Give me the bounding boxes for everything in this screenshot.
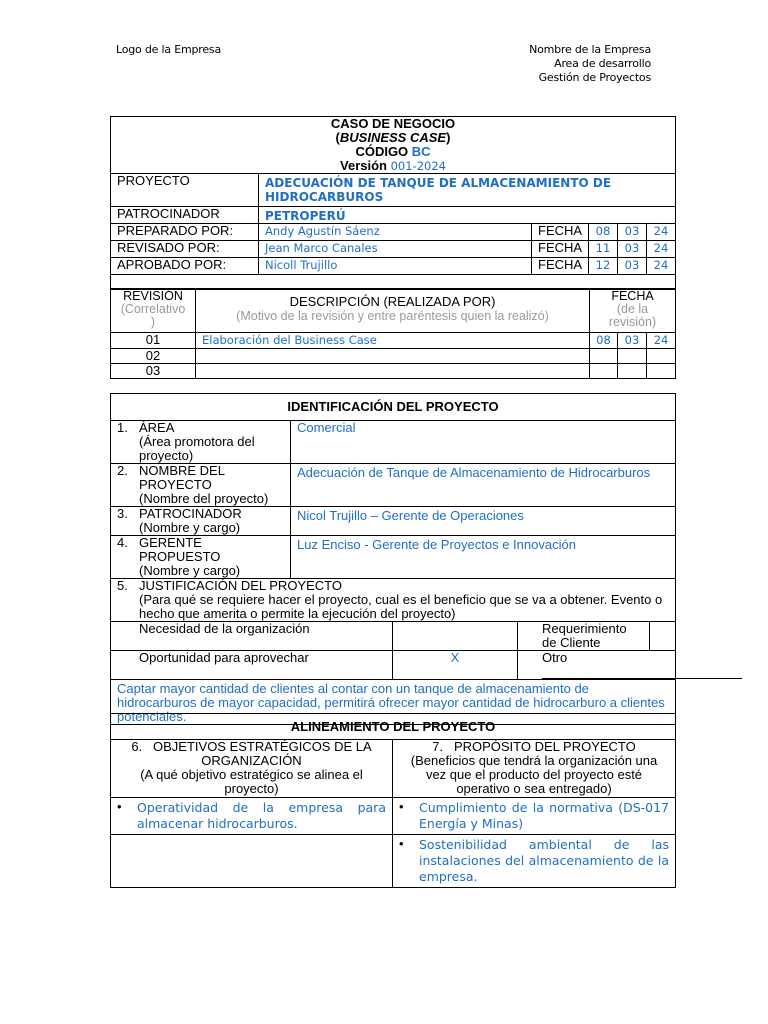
approved-month: 03 <box>618 258 647 275</box>
gerente-label-cell <box>111 536 291 579</box>
revision-col-sub: (Correlativo ) <box>120 302 186 329</box>
objective-empty-cell <box>111 835 393 888</box>
revision-description: Elaboración del Business Case <box>196 333 590 349</box>
document-version: Versión 001-2024 <box>340 158 446 173</box>
item-label: PATROCINADOR <box>139 506 242 521</box>
proyecto-label: PROYECTO <box>111 174 259 207</box>
revisions-table <box>110 289 676 379</box>
revision-day: 08 <box>590 333 618 349</box>
business-case-header-table <box>110 116 676 289</box>
prepared-label: PREPARADO POR: <box>111 224 259 241</box>
description-col-header <box>196 290 590 333</box>
document-title: CASO DE NEGOCIO <box>330 116 456 131</box>
revision-year: 24 <box>647 333 676 349</box>
patrocinador-person-value: Nicol Trujillo – Gerente de Operaciones <box>291 507 676 536</box>
identification-item <box>111 536 676 579</box>
option-oportunidad-label: Oportunidad para aprovechar <box>111 651 393 680</box>
prepared-name: Andy Agustín Sáenz <box>259 224 532 241</box>
purpose-item <box>393 798 676 835</box>
revision-row <box>111 333 676 349</box>
prepared-day: 08 <box>589 224 618 241</box>
item-sub: (Nombre y cargo) <box>139 563 241 578</box>
item-sub: (Nombre y cargo) <box>139 520 241 535</box>
fecha-col-header <box>590 290 676 333</box>
item-sub: (Área promotora del proyecto) <box>139 434 255 463</box>
identification-title: IDENTIFICACIÓN DEL PROYECTO <box>111 394 676 421</box>
option-oportunidad-checkbox[interactable]: X <box>393 651 518 680</box>
alignment-table <box>110 713 676 888</box>
revision-month <box>618 349 647 364</box>
option-requerimiento-checkbox[interactable] <box>650 622 676 651</box>
item-number: 3. <box>117 506 128 521</box>
reviewed-day: 11 <box>589 241 618 258</box>
logo-placeholder: Logo de la Empresa <box>116 43 221 56</box>
area-value: Comercial <box>291 421 676 464</box>
prepared-year: 24 <box>647 224 676 241</box>
document-subtitle: (BUSINESS CASE) <box>335 130 451 145</box>
option-otro-line[interactable] <box>542 666 742 679</box>
proyecto-value: ADECUACIÓN DE TANQUE DE ALMACENAMIENTO DE HIDROCARBUROS <box>259 174 676 207</box>
identification-item <box>111 507 676 536</box>
approved-fecha-label: FECHA <box>532 258 589 275</box>
objectives-label: OBJETIVOS ESTRATÉGICOS DE LA ORGANIZACIÓN <box>153 739 372 768</box>
item-number: 2. <box>117 463 128 478</box>
patrocinador-value: PETROPERÚ <box>259 207 676 224</box>
option-otro-cell <box>518 651 676 680</box>
approved-year: 24 <box>647 258 676 275</box>
revision-month: 03 <box>618 333 647 349</box>
item-number: 6. <box>131 739 143 754</box>
patrocinador-label: PATROCINADOR <box>111 207 259 224</box>
revision-row <box>111 349 676 364</box>
gerente-value: Luz Enciso - Gerente de Proyectos e Innovación <box>291 536 676 579</box>
signoff-row-approved <box>111 258 676 275</box>
item-label: ÁREA <box>139 420 175 435</box>
revision-year <box>647 364 676 379</box>
reviewed-year: 24 <box>647 241 676 258</box>
revision-col-header <box>111 290 196 333</box>
reviewed-month: 03 <box>618 241 647 258</box>
reviewed-fecha-label: FECHA <box>532 241 589 258</box>
item-sub: (Nombre del proyecto) <box>139 491 269 506</box>
revision-month <box>618 364 647 379</box>
spacer-row <box>111 275 676 289</box>
approved-day: 12 <box>589 258 618 275</box>
item-number: 4. <box>117 535 128 550</box>
purpose-header <box>393 740 676 798</box>
fecha-col-sub: (de la revisión) <box>608 302 657 329</box>
objective-text: Operatividad de la empresa para almacenar hidrocarburos. <box>137 800 386 831</box>
identification-item <box>111 421 676 464</box>
nombre-value: Adecuación de Tanque de Almacenamiento de Hidrocarburos <box>291 464 676 507</box>
justification-text: Captar mayor cantidad de clientes al contar con un tanque de almacenamiento de hidrocarburos de mayor capacidad, permitirá ofrecer mayor cantidad de hidrocarburo a clientes potenciales. <box>111 680 676 725</box>
purpose-text: Sostenibilidad ambiental de las instalaciones del almacenamiento de la empresa. <box>419 837 670 884</box>
item-label: GERENTE PROPUESTO <box>139 535 221 564</box>
document-title-block <box>111 117 676 174</box>
prepared-fecha-label: FECHA <box>532 224 589 241</box>
reviewed-name: Jean Marco Canales <box>259 241 532 258</box>
bullet: • <box>117 799 122 814</box>
option-necesidad-checkbox[interactable] <box>393 622 518 651</box>
description-col-sub: (Motivo de la revisión y entre paréntesis quien la realizó) <box>236 309 549 323</box>
identification-item <box>111 464 676 507</box>
bullet: • <box>399 799 404 814</box>
purpose-item <box>393 835 676 888</box>
revision-number: 02 <box>111 349 196 364</box>
purpose-text: Cumplimiento de la normativa (DS-017 Energía y Minas) <box>419 800 670 831</box>
revision-col-title: REVISIÓN <box>123 289 183 303</box>
revision-year <box>647 349 676 364</box>
revision-day <box>590 349 618 364</box>
revision-description <box>196 349 590 364</box>
prepared-month: 03 <box>618 224 647 241</box>
item-label: NOMBRE DEL PROYECTO <box>139 463 225 492</box>
justification-label: JUSTIFICACIÓN DEL PROYECTO <box>139 578 342 593</box>
company-area: Area de desarrollo <box>554 57 651 70</box>
nombre-label-cell <box>111 464 291 507</box>
objective-item <box>111 798 393 835</box>
revision-number: 03 <box>111 364 196 379</box>
fecha-col-title: FECHA <box>611 289 654 303</box>
document-code: CÓDIGO BC <box>355 144 431 159</box>
company-department: Gestión de Proyectos <box>538 71 651 84</box>
justification-options-row <box>111 622 676 651</box>
approved-name: Nicoll Trujillo <box>259 258 532 275</box>
revision-row <box>111 364 676 379</box>
option-requerimiento-label: Requerimiento de Cliente <box>518 622 650 651</box>
company-header <box>529 43 651 85</box>
alignment-title: ALINEAMIENTO DEL PROYECTO <box>111 714 676 740</box>
justification-sub: (Para qué se requiere hacer el proyecto, cual es el beneficio que se va a obtener. Evento o hecho que amerita o permite la ejecución del proyecto) <box>139 592 663 621</box>
item-number: 7. <box>432 739 444 754</box>
revision-description <box>196 364 590 379</box>
revision-day <box>590 364 618 379</box>
option-necesidad-label: Necesidad de la organización <box>111 622 393 651</box>
justification-options-row <box>111 651 676 680</box>
objectives-header <box>111 740 393 798</box>
item-number: 1. <box>117 420 128 435</box>
bullet: • <box>399 836 404 851</box>
option-otro-label: Otro <box>542 650 568 665</box>
identification-table <box>110 393 676 725</box>
signoff-row-reviewed <box>111 241 676 258</box>
area-label-cell <box>111 421 291 464</box>
purpose-sub: (Beneficios que tendrá la organización una vez que el producto del proyecto esté operativo o sea entregado) <box>410 753 658 796</box>
objectives-sub: (A qué objetivo estratégico se alinea el proyecto) <box>140 767 363 796</box>
patrocinador-label-cell <box>111 507 291 536</box>
revision-number: 01 <box>111 333 196 349</box>
company-name: Nombre de la Empresa <box>529 43 651 56</box>
approved-label: APROBADO POR: <box>111 258 259 275</box>
item-number: 5. <box>117 578 128 593</box>
justification-header <box>111 579 676 622</box>
reviewed-label: REVISADO POR: <box>111 241 259 258</box>
description-col-title: DESCRIPCIÓN (REALIZADA POR) <box>289 294 496 309</box>
signoff-row-prepared <box>111 224 676 241</box>
purpose-label: PROPÓSITO DEL PROYECTO <box>453 739 636 754</box>
